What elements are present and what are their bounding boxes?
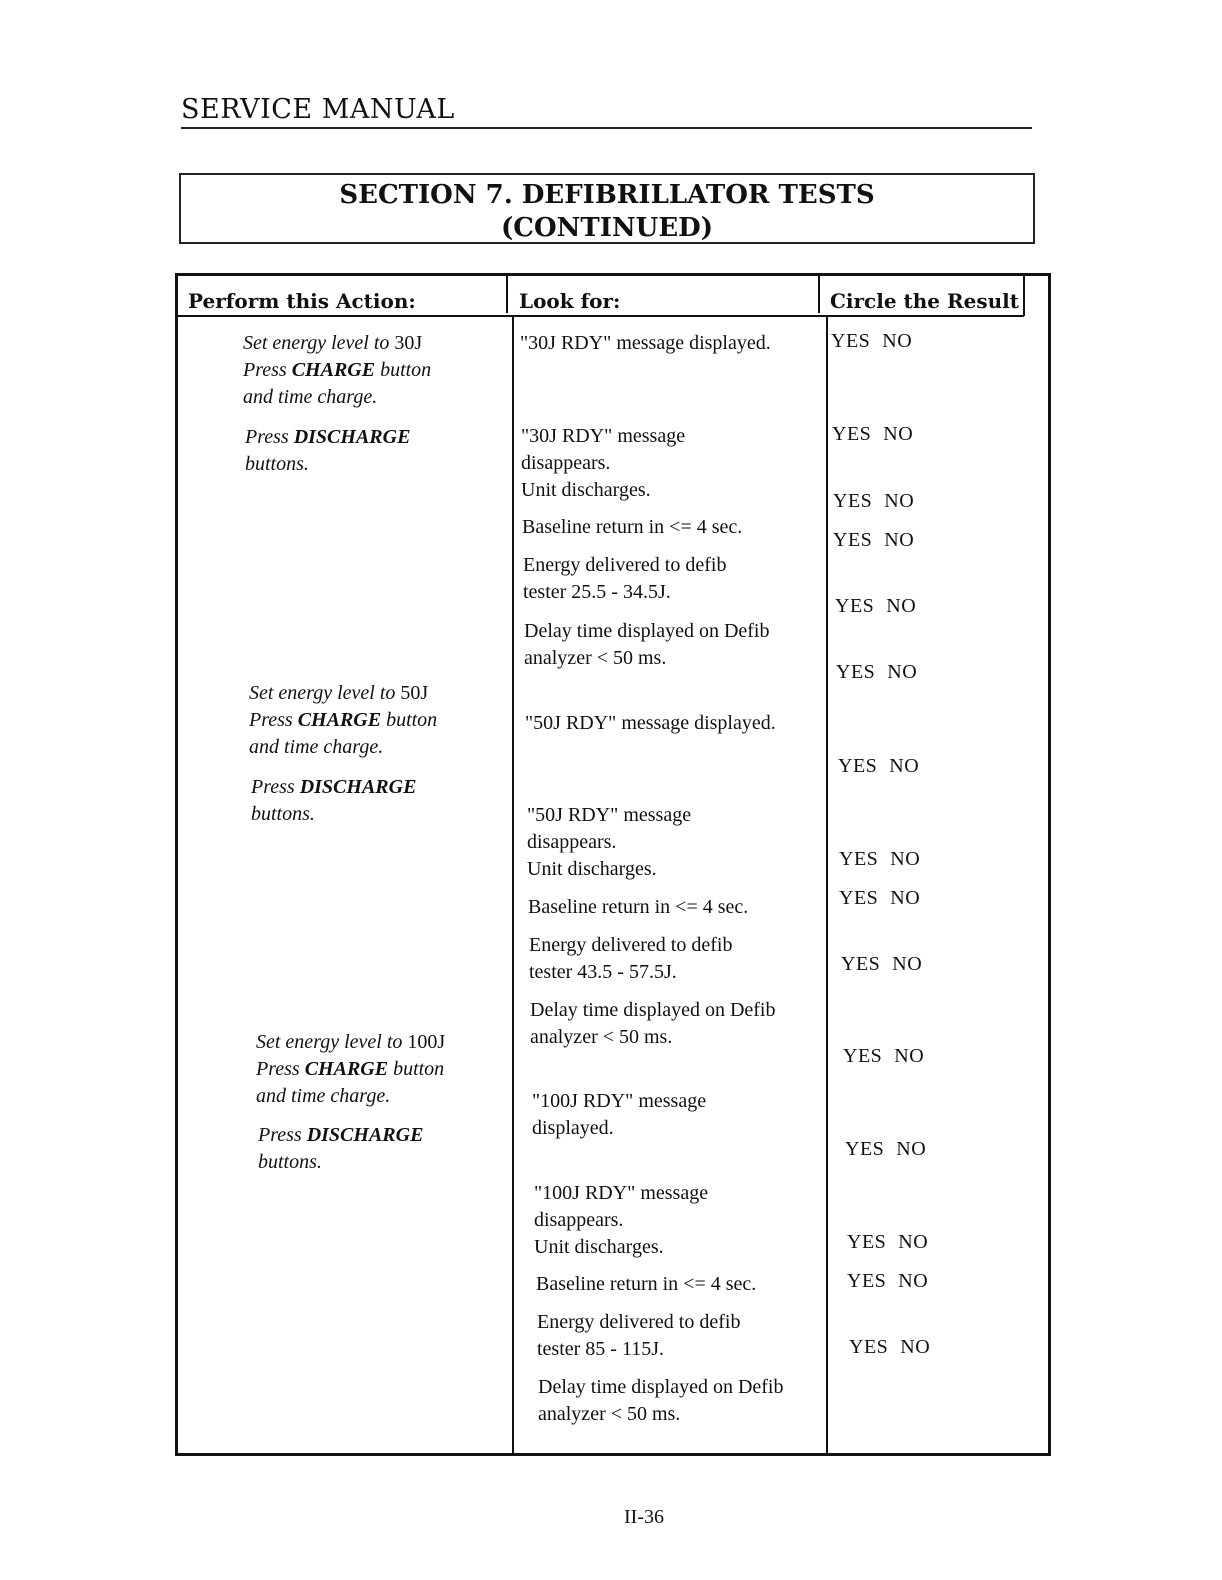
result-yes-no[interactable]: YES NO bbox=[847, 1270, 929, 1292]
column-divider-2-header bbox=[818, 276, 820, 313]
column-header-look-for: Look for: bbox=[519, 289, 621, 313]
result-yes-no[interactable]: YES NO bbox=[833, 490, 915, 512]
result-yes-no[interactable]: YES NO bbox=[843, 1045, 925, 1067]
result-yes-no[interactable]: YES NO bbox=[833, 529, 915, 551]
action-discharge-50j: Press DISCHARGE buttons. bbox=[251, 776, 417, 825]
look-for-30j-discharge: "30J RDY" message disappears. Unit discharges. bbox=[521, 425, 686, 501]
result-yes-no[interactable]: YES NO bbox=[838, 755, 920, 777]
result-yes-no[interactable]: YES NO bbox=[841, 953, 923, 975]
column-divider-3-header bbox=[1023, 276, 1025, 316]
look-for-100j-discharge: "100J RDY" message disappears. Unit discharges. bbox=[534, 1182, 709, 1258]
column-divider-1-header bbox=[506, 276, 508, 313]
section-subtitle: (CONTINUED) bbox=[500, 213, 714, 243]
column-divider-2 bbox=[826, 315, 828, 1453]
look-for-50j-energy: Energy delivered to defib tester 43.5 - 57.5J. bbox=[529, 934, 733, 983]
column-header-result: Circle the Result bbox=[830, 289, 1019, 313]
action-discharge-100j: Press DISCHARGE buttons. bbox=[258, 1124, 424, 1173]
column-divider-1 bbox=[512, 315, 514, 1453]
look-for-100j-delay: Delay time displayed on Defib analyzer < 50 ms. bbox=[538, 1376, 784, 1425]
look-for-100j-baseline: Baseline return in <= 4 sec. bbox=[536, 1273, 757, 1295]
result-yes-no[interactable]: YES NO bbox=[845, 1138, 927, 1160]
action-discharge-30j: Press DISCHARGE buttons. bbox=[245, 426, 411, 475]
look-for-100j-energy: Energy delivered to defib tester 85 - 115J. bbox=[537, 1311, 741, 1360]
action-set-energy-30j: Set energy level to 30J Press CHARGE button and time charge. bbox=[243, 332, 432, 408]
header-rule bbox=[181, 127, 1032, 129]
result-yes-no[interactable]: YES NO bbox=[832, 423, 914, 445]
action-set-energy-100j: Set energy level to 100J Press CHARGE button and time charge. bbox=[256, 1031, 446, 1107]
look-for-30j-energy: Energy delivered to defib tester 25.5 - 34.5J. bbox=[523, 554, 727, 603]
look-for-50j-baseline: Baseline return in <= 4 sec. bbox=[528, 896, 749, 918]
look-for-30j-ready: "30J RDY" message displayed. bbox=[520, 332, 771, 354]
result-yes-no[interactable]: YES NO bbox=[839, 887, 921, 909]
action-set-energy-50j: Set energy level to 50J Press CHARGE button and time charge. bbox=[249, 682, 438, 758]
section-title-box bbox=[179, 173, 1035, 244]
look-for-50j-delay: Delay time displayed on Defib analyzer < 50 ms. bbox=[530, 999, 776, 1048]
look-for-30j-baseline: Baseline return in <= 4 sec. bbox=[522, 516, 743, 538]
page-number: II-36 bbox=[624, 1506, 664, 1528]
look-for-50j-ready: "50J RDY" message displayed. bbox=[525, 712, 776, 734]
look-for-100j-ready: "100J RDY" message displayed. bbox=[532, 1090, 707, 1139]
look-for-30j-delay: Delay time displayed on Defib analyzer < 50 ms. bbox=[524, 620, 770, 669]
result-yes-no[interactable]: YES NO bbox=[849, 1336, 931, 1358]
result-yes-no[interactable]: YES NO bbox=[836, 661, 918, 683]
result-yes-no[interactable]: YES NO bbox=[835, 595, 917, 617]
section-title: SECTION 7. DEFIBRILLATOR TESTS bbox=[339, 180, 875, 210]
table-header-rule bbox=[177, 315, 1024, 317]
result-yes-no[interactable]: YES NO bbox=[831, 330, 913, 352]
page-header-title: SERVICE MANUAL bbox=[181, 94, 455, 125]
column-header-action: Perform this Action: bbox=[188, 289, 416, 313]
result-yes-no[interactable]: YES NO bbox=[847, 1231, 929, 1253]
look-for-50j-discharge: "50J RDY" message disappears. Unit discharges. bbox=[527, 804, 692, 880]
result-yes-no[interactable]: YES NO bbox=[839, 848, 921, 870]
